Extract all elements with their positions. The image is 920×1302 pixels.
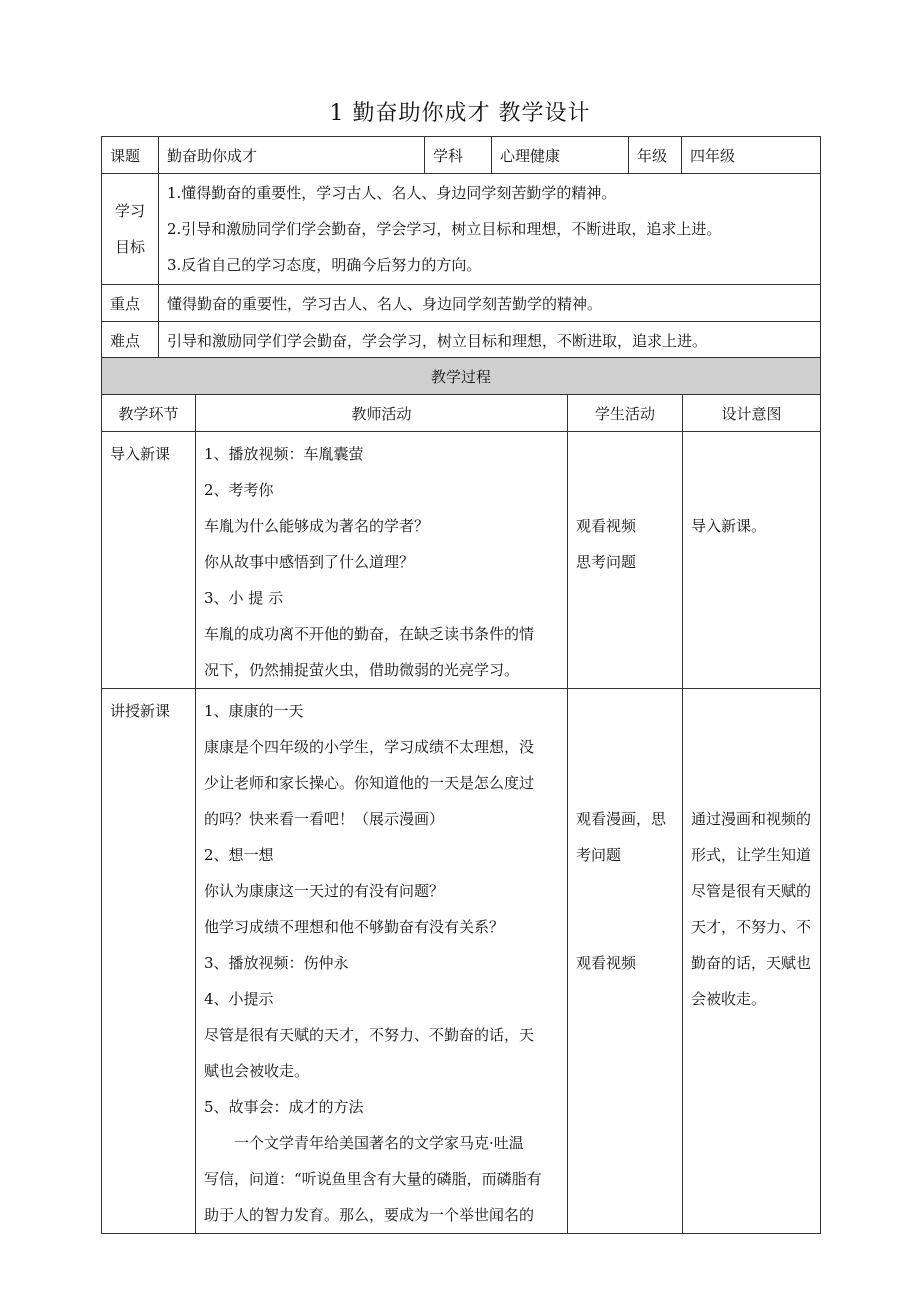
teacher-line: 车胤为什么能够成为著名的学者？ bbox=[204, 517, 430, 535]
teacher-line: 你从故事中感悟到了什么道理？ bbox=[204, 553, 415, 571]
student-line: 观看漫画，思 bbox=[576, 810, 667, 828]
grade-value: 四年级 bbox=[682, 137, 821, 174]
page-title: 1 勤奋助你成才 教学设计 bbox=[329, 101, 591, 126]
topic-label: 课题 bbox=[102, 137, 159, 174]
process-column-headers bbox=[102, 395, 821, 432]
grade-label: 年级 bbox=[629, 137, 682, 174]
goal-label-line: 学习 bbox=[114, 202, 145, 220]
teacher-line: 4、小提示 bbox=[204, 990, 274, 1008]
key-value: 懂得勤奋的重要性，学习古人、名人、身边同学刻苦勤学的精神。 bbox=[159, 285, 821, 322]
subject-value: 心理健康 bbox=[492, 137, 629, 174]
teacher-line: 一个文学青年给美国著名的文学家马克·吐温 bbox=[234, 1134, 524, 1152]
teacher-line: 1、康康的一天 bbox=[204, 702, 304, 720]
info-row-goals bbox=[102, 174, 821, 285]
difficulty-value: 引导和激励同学们学会勤奋，学会学习，树立目标和理想，不断进取，追求上进。 bbox=[159, 322, 821, 359]
student-line: 思考问题 bbox=[576, 553, 637, 571]
goals-cell bbox=[159, 174, 821, 285]
topic-value: 勤奋助你成才 bbox=[159, 137, 425, 174]
teacher-line: 3、小 提 示 bbox=[204, 589, 284, 607]
teacher-line: 写信，问道：“听说鱼里含有大量的磷脂，而磷脂有 bbox=[204, 1170, 542, 1188]
student-line: 观看视频 bbox=[576, 517, 637, 535]
process-header: 教学过程 bbox=[102, 358, 821, 395]
info-row-difficulty bbox=[102, 322, 821, 359]
info-table bbox=[101, 136, 821, 359]
teacher-line: 2、想一想 bbox=[204, 846, 274, 864]
goal-item: 2.引导和激励同学们学会勤奋，学会学习，树立目标和理想，不断进取，追求上进。 bbox=[167, 220, 722, 238]
student-line: 观看视频 bbox=[576, 954, 637, 972]
column-header: 学生活动 bbox=[568, 395, 683, 432]
section-intro bbox=[102, 432, 821, 689]
teacher-line: 1、播放视频：车胤囊萤 bbox=[204, 445, 364, 463]
stage-label: 导入新课 bbox=[110, 445, 171, 463]
teacher-line: 少让老师和家长操心。你知道他的一天是怎么度过 bbox=[204, 774, 535, 792]
info-row-key bbox=[102, 285, 821, 322]
teacher-line: 的吗？快来看一看吧！（展示漫画） bbox=[204, 810, 445, 828]
teacher-line: 赋也会被收走。 bbox=[204, 1062, 310, 1080]
teacher-line: 车胤的成功离不开他的勤奋，在缺乏读书条件的情 bbox=[204, 625, 535, 643]
teacher-line: 3、播放视频：伤仲永 bbox=[204, 954, 349, 972]
stage-label: 讲授新课 bbox=[110, 702, 171, 720]
key-label: 重点 bbox=[102, 285, 159, 322]
process-table bbox=[101, 357, 821, 1234]
goal-item: 3.反省自己的学习态度，明确今后努力的方向。 bbox=[167, 256, 482, 274]
info-row-topic bbox=[102, 137, 821, 174]
column-header: 教学环节 bbox=[102, 395, 196, 432]
intent-text: 导入新课。 bbox=[691, 517, 767, 535]
teacher-line: 助于人的智力发育。那么，要成为一个举世闻名的 bbox=[204, 1206, 535, 1224]
goal-item: 1.懂得勤奋的重要性，学习古人、名人、身边同学刻苦勤学的精神。 bbox=[167, 184, 617, 202]
column-header: 教师活动 bbox=[196, 395, 568, 432]
goal-label-line: 目标 bbox=[114, 238, 145, 256]
goal-label bbox=[102, 174, 159, 285]
teacher-line: 2、考考你 bbox=[204, 481, 274, 499]
section-lesson bbox=[102, 689, 821, 1234]
intent-text: 通过漫画和视频的形式，让学生知道尽管是很有天赋的天才，不努力、不勤奋的话，天赋也会被收走。 bbox=[691, 810, 812, 1008]
teacher-line: 你认为康康这一天过的有没有问题？ bbox=[204, 882, 445, 900]
teacher-line: 他学习成绩不理想和他不够勤奋有没有关系？ bbox=[204, 918, 505, 936]
subject-label: 学科 bbox=[425, 137, 492, 174]
student-line: 考问题 bbox=[576, 846, 622, 864]
column-header: 设计意图 bbox=[683, 395, 821, 432]
difficulty-label: 难点 bbox=[102, 322, 159, 359]
teacher-line: 康康是个四年级的小学生，学习成绩不太理想，没 bbox=[204, 738, 535, 756]
teacher-line: 况下，仍然捕捉萤火虫，借助微弱的光亮学习。 bbox=[204, 661, 520, 679]
teacher-line: 5、故事会：成才的方法 bbox=[204, 1098, 364, 1116]
teacher-line: 尽管是很有天赋的天才，不努力、不勤奋的话，天 bbox=[204, 1026, 535, 1044]
